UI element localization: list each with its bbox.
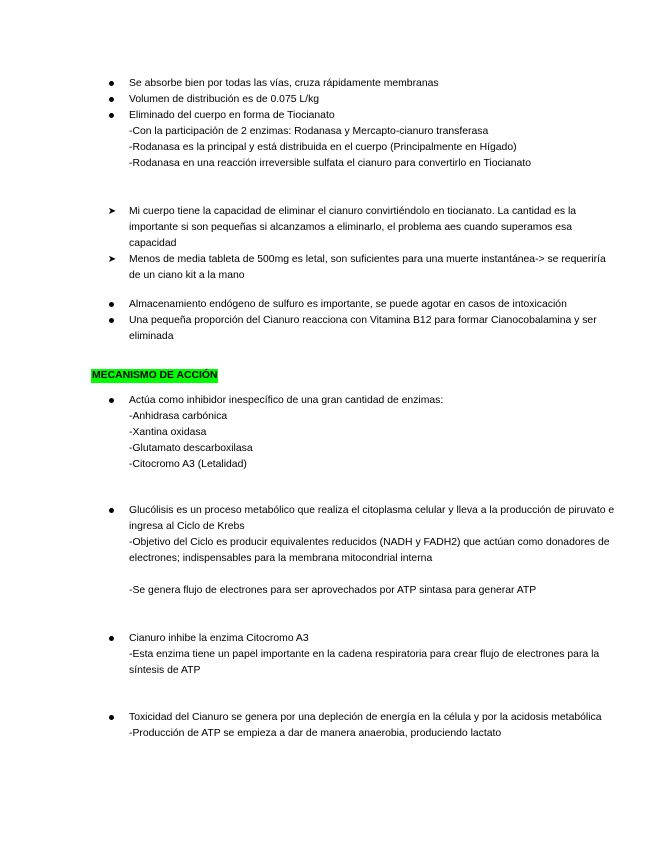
sub-item-text: -Objetivo del Ciclo es producir equivalentes reducidos (NADH y FADH2) que actúan como donadores de electrones; indispensables para la membrana mitocondrial interna [129, 537, 610, 564]
list-item [0, 204, 655, 252]
item-text: Actúa como inhibidor inespecífico de una gran cantidad de enzimas: [129, 395, 444, 406]
item-text: Toxicidad del Cianuro se genera por una depleción de energía en la célula y por la acidosis metabólica [129, 712, 602, 723]
list-item [0, 710, 655, 742]
mechanism-section [0, 393, 655, 473]
item-text: Volumen de distribución es de 0.075 L/kg [129, 94, 320, 105]
item-text: Se absorbe bien por todas las vías, cruza rápidamente membranas [129, 78, 439, 89]
sub-item-text: -Con la participación de 2 enzimas: Rodanasa y Mercapto-cianuro transferasa [129, 126, 489, 137]
sub-item-text: -Producción de ATP se empieza a dar de manera anaerobia, produciendo lactato [129, 728, 502, 739]
item-text: Una pequeña proporción del Cianuro reacciona con Vitamina B12 para formar Cianocobalamina y ser eliminada [129, 315, 597, 342]
list-item [0, 393, 655, 473]
sub-item-text: -Xantina oxidasa [129, 427, 207, 438]
sub-item-text: -Citocromo A3 (Letalidad) [129, 459, 247, 470]
item-text: Glucólisis es un proceso metabólico que realiza el citoplasma celular y lleva a la producción de piruvato e ingresa al Ciclo de Krebs [129, 505, 615, 532]
section-heading: MECANISMO DE ACCIÓN [92, 370, 218, 381]
arrow-bullet-icon: ➤ [107, 206, 117, 217]
sub-item-text: -Anhidrasa carbónica [129, 411, 228, 422]
sub-item-text: -Se genera flujo de electrones para ser aprovechados por ATP sintasa para generar ATP [129, 585, 537, 596]
toxicity-section [0, 710, 655, 742]
list-item [0, 76, 655, 92]
sub-item-text: -Rodanasa en una reacción irreversible sulfata el cianuro para convertirlo en Tiocianato [129, 158, 531, 169]
item-text: Menos de media tableta de 500mg es letal, son suficientes para una muerte instantánea-> se requeriría de un ciano kit a la mano [129, 254, 606, 281]
absorption-section [0, 76, 655, 172]
list-item [0, 92, 655, 108]
glycolysis-section [0, 503, 655, 599]
list-item [0, 108, 655, 172]
cyanide-section [0, 631, 655, 679]
list-item [0, 252, 655, 284]
sub-item-text: -Rodanasa es la principal y está distribuida en el cuerpo (Principalmente en Hígado) [129, 142, 517, 153]
item-text: Almacenamiento endógeno de sulfuro es importante, se puede agotar en casos de intoxicación [129, 299, 567, 310]
sub-item-text: -Esta enzima tiene un papel importante en la cadena respiratoria para crear flujo de electrones para la síntesis de ATP [129, 649, 600, 676]
list-item [0, 313, 655, 345]
list-item [0, 297, 655, 313]
arrow-bullet-icon: ➤ [107, 254, 117, 265]
elimination-section [0, 204, 655, 284]
item-text: Eliminado del cuerpo en forma de Tiocianato [129, 110, 335, 121]
list-item [0, 631, 655, 679]
sub-item-text: -Glutamato descarboxilasa [129, 443, 253, 454]
item-text: Cianuro inhibe la enzima Citocromo A3 [129, 633, 309, 644]
list-item [0, 503, 655, 599]
item-text: Mi cuerpo tiene la capacidad de eliminar el cianuro convirtiéndolo en tiocianato. La cantidad es la importante si son pequeñas si alcanzamos a eliminarlo, el problema aes cuando superamos esa capacidad [129, 206, 577, 249]
storage-section [0, 297, 655, 345]
